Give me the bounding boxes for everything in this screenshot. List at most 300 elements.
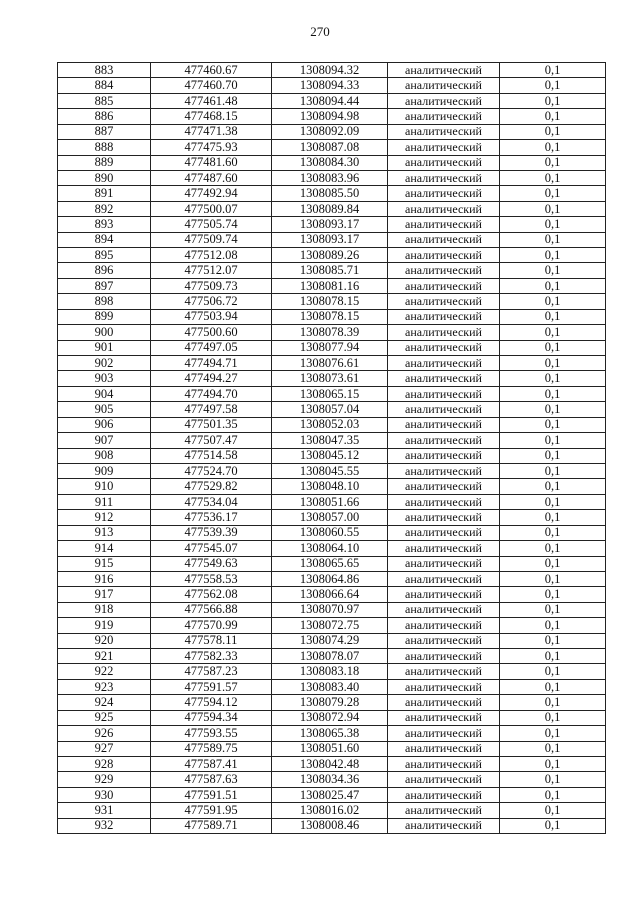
method-cell: аналитический	[388, 309, 500, 324]
table-row	[58, 263, 606, 278]
x-coordinate-cell: 477507.47	[151, 433, 272, 448]
table-row	[58, 402, 606, 417]
point-number-cell: 921	[58, 649, 151, 664]
accuracy-cell: 0,1	[500, 756, 606, 771]
accuracy-cell: 0,1	[500, 618, 606, 633]
y-coordinate-cell: 1308064.86	[272, 571, 388, 586]
accuracy-cell: 0,1	[500, 494, 606, 509]
x-coordinate-cell: 477481.60	[151, 155, 272, 170]
method-cell: аналитический	[388, 386, 500, 401]
y-coordinate-cell: 1308074.29	[272, 633, 388, 648]
method-cell: аналитический	[388, 494, 500, 509]
accuracy-cell: 0,1	[500, 155, 606, 170]
accuracy-cell: 0,1	[500, 664, 606, 679]
point-number-cell: 916	[58, 571, 151, 586]
table-row	[58, 587, 606, 602]
x-coordinate-cell: 477591.57	[151, 679, 272, 694]
x-coordinate-cell: 477494.71	[151, 356, 272, 371]
y-coordinate-cell: 1308064.10	[272, 541, 388, 556]
y-coordinate-cell: 1308085.71	[272, 263, 388, 278]
x-coordinate-cell: 477594.12	[151, 695, 272, 710]
point-number-cell: 924	[58, 695, 151, 710]
accuracy-cell: 0,1	[500, 325, 606, 340]
x-coordinate-cell: 477494.70	[151, 386, 272, 401]
method-cell: аналитический	[388, 602, 500, 617]
x-coordinate-cell: 477566.88	[151, 602, 272, 617]
x-coordinate-cell: 477460.70	[151, 78, 272, 93]
accuracy-cell: 0,1	[500, 695, 606, 710]
accuracy-cell: 0,1	[500, 294, 606, 309]
point-number-cell: 909	[58, 463, 151, 478]
x-coordinate-cell: 477505.74	[151, 217, 272, 232]
method-cell: аналитический	[388, 63, 500, 78]
table-row	[58, 417, 606, 432]
table-row	[58, 186, 606, 201]
x-coordinate-cell: 477509.73	[151, 278, 272, 293]
method-cell: аналитический	[388, 463, 500, 478]
table-row	[58, 386, 606, 401]
point-number-cell: 903	[58, 371, 151, 386]
accuracy-cell: 0,1	[500, 263, 606, 278]
table-row	[58, 140, 606, 155]
y-coordinate-cell: 1308025.47	[272, 787, 388, 802]
y-coordinate-cell: 1308081.16	[272, 278, 388, 293]
x-coordinate-cell: 477545.07	[151, 541, 272, 556]
table-row	[58, 248, 606, 263]
accuracy-cell: 0,1	[500, 402, 606, 417]
point-number-cell: 917	[58, 587, 151, 602]
method-cell: аналитический	[388, 417, 500, 432]
y-coordinate-cell: 1308045.55	[272, 463, 388, 478]
y-coordinate-cell: 1308084.30	[272, 155, 388, 170]
y-coordinate-cell: 1308070.97	[272, 602, 388, 617]
x-coordinate-cell: 477475.93	[151, 140, 272, 155]
x-coordinate-cell: 477578.11	[151, 633, 272, 648]
accuracy-cell: 0,1	[500, 201, 606, 216]
method-cell: аналитический	[388, 772, 500, 787]
x-coordinate-cell: 477587.23	[151, 664, 272, 679]
point-number-cell: 919	[58, 618, 151, 633]
table-row	[58, 710, 606, 725]
y-coordinate-cell: 1308016.02	[272, 803, 388, 818]
accuracy-cell: 0,1	[500, 679, 606, 694]
table-row	[58, 340, 606, 355]
method-cell: аналитический	[388, 356, 500, 371]
method-cell: аналитический	[388, 217, 500, 232]
method-cell: аналитический	[388, 78, 500, 93]
accuracy-cell: 0,1	[500, 140, 606, 155]
y-coordinate-cell: 1308047.35	[272, 433, 388, 448]
method-cell: аналитический	[388, 325, 500, 340]
point-number-cell: 923	[58, 679, 151, 694]
y-coordinate-cell: 1308083.96	[272, 170, 388, 185]
x-coordinate-cell: 477534.04	[151, 494, 272, 509]
method-cell: аналитический	[388, 124, 500, 139]
y-coordinate-cell: 1308076.61	[272, 356, 388, 371]
point-number-cell: 897	[58, 278, 151, 293]
point-number-cell: 902	[58, 356, 151, 371]
method-cell: аналитический	[388, 618, 500, 633]
x-coordinate-cell: 477549.63	[151, 556, 272, 571]
y-coordinate-cell: 1308085.50	[272, 186, 388, 201]
table-row	[58, 463, 606, 478]
table-row	[58, 695, 606, 710]
accuracy-cell: 0,1	[500, 726, 606, 741]
x-coordinate-cell: 477503.94	[151, 309, 272, 324]
x-coordinate-cell: 477536.17	[151, 510, 272, 525]
point-number-cell: 912	[58, 510, 151, 525]
table-row	[58, 510, 606, 525]
table-row	[58, 741, 606, 756]
accuracy-cell: 0,1	[500, 371, 606, 386]
table-row	[58, 433, 606, 448]
method-cell: аналитический	[388, 695, 500, 710]
table-row	[58, 664, 606, 679]
table-row	[58, 78, 606, 93]
y-coordinate-cell: 1308042.48	[272, 756, 388, 771]
accuracy-cell: 0,1	[500, 170, 606, 185]
method-cell: аналитический	[388, 726, 500, 741]
x-coordinate-cell: 477539.39	[151, 525, 272, 540]
y-coordinate-cell: 1308078.15	[272, 309, 388, 324]
point-number-cell: 920	[58, 633, 151, 648]
point-number-cell: 890	[58, 170, 151, 185]
x-coordinate-cell: 477558.53	[151, 571, 272, 586]
table-row	[58, 294, 606, 309]
point-number-cell: 914	[58, 541, 151, 556]
y-coordinate-cell: 1308051.66	[272, 494, 388, 509]
table-row	[58, 448, 606, 463]
page-number: 270	[310, 24, 330, 39]
point-number-cell: 931	[58, 803, 151, 818]
x-coordinate-cell: 477593.55	[151, 726, 272, 741]
table-row	[58, 232, 606, 247]
coordinates-table-body	[58, 63, 606, 834]
method-cell: аналитический	[388, 741, 500, 756]
y-coordinate-cell: 1308078.15	[272, 294, 388, 309]
point-number-cell: 885	[58, 93, 151, 108]
accuracy-cell: 0,1	[500, 602, 606, 617]
accuracy-cell: 0,1	[500, 309, 606, 324]
point-number-cell: 910	[58, 479, 151, 494]
x-coordinate-cell: 477509.74	[151, 232, 272, 247]
point-number-cell: 891	[58, 186, 151, 201]
point-number-cell: 928	[58, 756, 151, 771]
y-coordinate-cell: 1308078.07	[272, 649, 388, 664]
accuracy-cell: 0,1	[500, 633, 606, 648]
method-cell: аналитический	[388, 278, 500, 293]
table-row	[58, 649, 606, 664]
x-coordinate-cell: 477587.63	[151, 772, 272, 787]
table-row	[58, 309, 606, 324]
point-number-cell: 929	[58, 772, 151, 787]
y-coordinate-cell: 1308008.46	[272, 818, 388, 833]
accuracy-cell: 0,1	[500, 232, 606, 247]
y-coordinate-cell: 1308065.65	[272, 556, 388, 571]
accuracy-cell: 0,1	[500, 248, 606, 263]
accuracy-cell: 0,1	[500, 525, 606, 540]
accuracy-cell: 0,1	[500, 556, 606, 571]
point-number-cell: 932	[58, 818, 151, 833]
method-cell: аналитический	[388, 756, 500, 771]
table-row	[58, 325, 606, 340]
table-row	[58, 124, 606, 139]
accuracy-cell: 0,1	[500, 479, 606, 494]
y-coordinate-cell: 1308087.08	[272, 140, 388, 155]
method-cell: аналитический	[388, 186, 500, 201]
method-cell: аналитический	[388, 679, 500, 694]
point-number-cell: 893	[58, 217, 151, 232]
accuracy-cell: 0,1	[500, 386, 606, 401]
point-number-cell: 887	[58, 124, 151, 139]
x-coordinate-cell: 477562.08	[151, 587, 272, 602]
method-cell: аналитический	[388, 479, 500, 494]
x-coordinate-cell: 477589.75	[151, 741, 272, 756]
table-row	[58, 170, 606, 185]
accuracy-cell: 0,1	[500, 710, 606, 725]
point-number-cell: 922	[58, 664, 151, 679]
table-row	[58, 556, 606, 571]
method-cell: аналитический	[388, 201, 500, 216]
y-coordinate-cell: 1308065.15	[272, 386, 388, 401]
x-coordinate-cell: 477514.58	[151, 448, 272, 463]
table-row	[58, 633, 606, 648]
accuracy-cell: 0,1	[500, 803, 606, 818]
table-row	[58, 109, 606, 124]
y-coordinate-cell: 1308057.00	[272, 510, 388, 525]
x-coordinate-cell: 477506.72	[151, 294, 272, 309]
point-number-cell: 888	[58, 140, 151, 155]
method-cell: аналитический	[388, 587, 500, 602]
method-cell: аналитический	[388, 787, 500, 802]
table-row	[58, 278, 606, 293]
accuracy-cell: 0,1	[500, 649, 606, 664]
method-cell: аналитический	[388, 803, 500, 818]
y-coordinate-cell: 1308077.94	[272, 340, 388, 355]
method-cell: аналитический	[388, 248, 500, 263]
y-coordinate-cell: 1308045.12	[272, 448, 388, 463]
y-coordinate-cell: 1308094.98	[272, 109, 388, 124]
method-cell: аналитический	[388, 710, 500, 725]
table-row	[58, 618, 606, 633]
point-number-cell: 906	[58, 417, 151, 432]
accuracy-cell: 0,1	[500, 356, 606, 371]
table-row	[58, 371, 606, 386]
x-coordinate-cell: 477497.58	[151, 402, 272, 417]
accuracy-cell: 0,1	[500, 587, 606, 602]
accuracy-cell: 0,1	[500, 78, 606, 93]
accuracy-cell: 0,1	[500, 448, 606, 463]
point-number-cell: 904	[58, 386, 151, 401]
method-cell: аналитический	[388, 140, 500, 155]
y-coordinate-cell: 1308093.17	[272, 217, 388, 232]
accuracy-cell: 0,1	[500, 510, 606, 525]
point-number-cell: 894	[58, 232, 151, 247]
x-coordinate-cell: 477587.41	[151, 756, 272, 771]
y-coordinate-cell: 1308094.44	[272, 93, 388, 108]
point-number-cell: 898	[58, 294, 151, 309]
accuracy-cell: 0,1	[500, 124, 606, 139]
y-coordinate-cell: 1308060.55	[272, 525, 388, 540]
x-coordinate-cell: 477570.99	[151, 618, 272, 633]
x-coordinate-cell: 477512.08	[151, 248, 272, 263]
y-coordinate-cell: 1308057.04	[272, 402, 388, 417]
accuracy-cell: 0,1	[500, 217, 606, 232]
method-cell: аналитический	[388, 649, 500, 664]
x-coordinate-cell: 477512.07	[151, 263, 272, 278]
accuracy-cell: 0,1	[500, 109, 606, 124]
table-row	[58, 479, 606, 494]
method-cell: аналитический	[388, 541, 500, 556]
y-coordinate-cell: 1308083.18	[272, 664, 388, 679]
coordinates-table	[57, 62, 606, 834]
point-number-cell: 895	[58, 248, 151, 263]
method-cell: аналитический	[388, 170, 500, 185]
y-coordinate-cell: 1308092.09	[272, 124, 388, 139]
point-number-cell: 905	[58, 402, 151, 417]
table-row	[58, 602, 606, 617]
point-number-cell: 892	[58, 201, 151, 216]
point-number-cell: 907	[58, 433, 151, 448]
table-row	[58, 525, 606, 540]
y-coordinate-cell: 1308073.61	[272, 371, 388, 386]
point-number-cell: 886	[58, 109, 151, 124]
point-number-cell: 926	[58, 726, 151, 741]
table-row	[58, 494, 606, 509]
point-number-cell: 908	[58, 448, 151, 463]
table-row	[58, 217, 606, 232]
accuracy-cell: 0,1	[500, 787, 606, 802]
accuracy-cell: 0,1	[500, 541, 606, 556]
y-coordinate-cell: 1308066.64	[272, 587, 388, 602]
table-row	[58, 818, 606, 833]
x-coordinate-cell: 477582.33	[151, 649, 272, 664]
point-number-cell: 889	[58, 155, 151, 170]
x-coordinate-cell: 477529.82	[151, 479, 272, 494]
y-coordinate-cell: 1308094.32	[272, 63, 388, 78]
accuracy-cell: 0,1	[500, 186, 606, 201]
x-coordinate-cell: 477524.70	[151, 463, 272, 478]
x-coordinate-cell: 477471.38	[151, 124, 272, 139]
accuracy-cell: 0,1	[500, 93, 606, 108]
point-number-cell: 913	[58, 525, 151, 540]
accuracy-cell: 0,1	[500, 463, 606, 478]
method-cell: аналитический	[388, 340, 500, 355]
point-number-cell: 918	[58, 602, 151, 617]
point-number-cell: 883	[58, 63, 151, 78]
y-coordinate-cell: 1308089.84	[272, 201, 388, 216]
table-row	[58, 541, 606, 556]
x-coordinate-cell: 477589.71	[151, 818, 272, 833]
accuracy-cell: 0,1	[500, 571, 606, 586]
y-coordinate-cell: 1308083.40	[272, 679, 388, 694]
point-number-cell: 927	[58, 741, 151, 756]
point-number-cell: 901	[58, 340, 151, 355]
method-cell: аналитический	[388, 818, 500, 833]
accuracy-cell: 0,1	[500, 63, 606, 78]
point-number-cell: 884	[58, 78, 151, 93]
x-coordinate-cell: 477460.67	[151, 63, 272, 78]
x-coordinate-cell: 477594.34	[151, 710, 272, 725]
point-number-cell: 900	[58, 325, 151, 340]
method-cell: аналитический	[388, 510, 500, 525]
table-row	[58, 772, 606, 787]
x-coordinate-cell: 477461.48	[151, 93, 272, 108]
y-coordinate-cell: 1308079.28	[272, 695, 388, 710]
table-row	[58, 726, 606, 741]
method-cell: аналитический	[388, 664, 500, 679]
point-number-cell: 911	[58, 494, 151, 509]
method-cell: аналитический	[388, 93, 500, 108]
x-coordinate-cell: 477497.05	[151, 340, 272, 355]
method-cell: аналитический	[388, 525, 500, 540]
table-row	[58, 63, 606, 78]
x-coordinate-cell: 477492.94	[151, 186, 272, 201]
y-coordinate-cell: 1308052.03	[272, 417, 388, 432]
method-cell: аналитический	[388, 402, 500, 417]
y-coordinate-cell: 1308089.26	[272, 248, 388, 263]
method-cell: аналитический	[388, 371, 500, 386]
method-cell: аналитический	[388, 232, 500, 247]
method-cell: аналитический	[388, 294, 500, 309]
method-cell: аналитический	[388, 433, 500, 448]
table-row	[58, 787, 606, 802]
y-coordinate-cell: 1308051.60	[272, 741, 388, 756]
accuracy-cell: 0,1	[500, 818, 606, 833]
accuracy-cell: 0,1	[500, 433, 606, 448]
x-coordinate-cell: 477501.35	[151, 417, 272, 432]
method-cell: аналитический	[388, 556, 500, 571]
table-row	[58, 93, 606, 108]
x-coordinate-cell: 477591.51	[151, 787, 272, 802]
method-cell: аналитический	[388, 109, 500, 124]
x-coordinate-cell: 477500.60	[151, 325, 272, 340]
accuracy-cell: 0,1	[500, 340, 606, 355]
accuracy-cell: 0,1	[500, 278, 606, 293]
method-cell: аналитический	[388, 263, 500, 278]
y-coordinate-cell: 1308065.38	[272, 726, 388, 741]
y-coordinate-cell: 1308078.39	[272, 325, 388, 340]
accuracy-cell: 0,1	[500, 772, 606, 787]
y-coordinate-cell: 1308048.10	[272, 479, 388, 494]
method-cell: аналитический	[388, 571, 500, 586]
y-coordinate-cell: 1308034.36	[272, 772, 388, 787]
table-row	[58, 201, 606, 216]
x-coordinate-cell: 477591.95	[151, 803, 272, 818]
table-row	[58, 356, 606, 371]
table-row	[58, 571, 606, 586]
y-coordinate-cell: 1308093.17	[272, 232, 388, 247]
point-number-cell: 930	[58, 787, 151, 802]
table-row	[58, 155, 606, 170]
x-coordinate-cell: 477487.60	[151, 170, 272, 185]
accuracy-cell: 0,1	[500, 417, 606, 432]
y-coordinate-cell: 1308094.33	[272, 78, 388, 93]
x-coordinate-cell: 477494.27	[151, 371, 272, 386]
accuracy-cell: 0,1	[500, 741, 606, 756]
method-cell: аналитический	[388, 448, 500, 463]
table-row	[58, 803, 606, 818]
y-coordinate-cell: 1308072.75	[272, 618, 388, 633]
table-row	[58, 756, 606, 771]
point-number-cell: 915	[58, 556, 151, 571]
point-number-cell: 896	[58, 263, 151, 278]
point-number-cell: 925	[58, 710, 151, 725]
point-number-cell: 899	[58, 309, 151, 324]
x-coordinate-cell: 477468.15	[151, 109, 272, 124]
y-coordinate-cell: 1308072.94	[272, 710, 388, 725]
table-row	[58, 679, 606, 694]
